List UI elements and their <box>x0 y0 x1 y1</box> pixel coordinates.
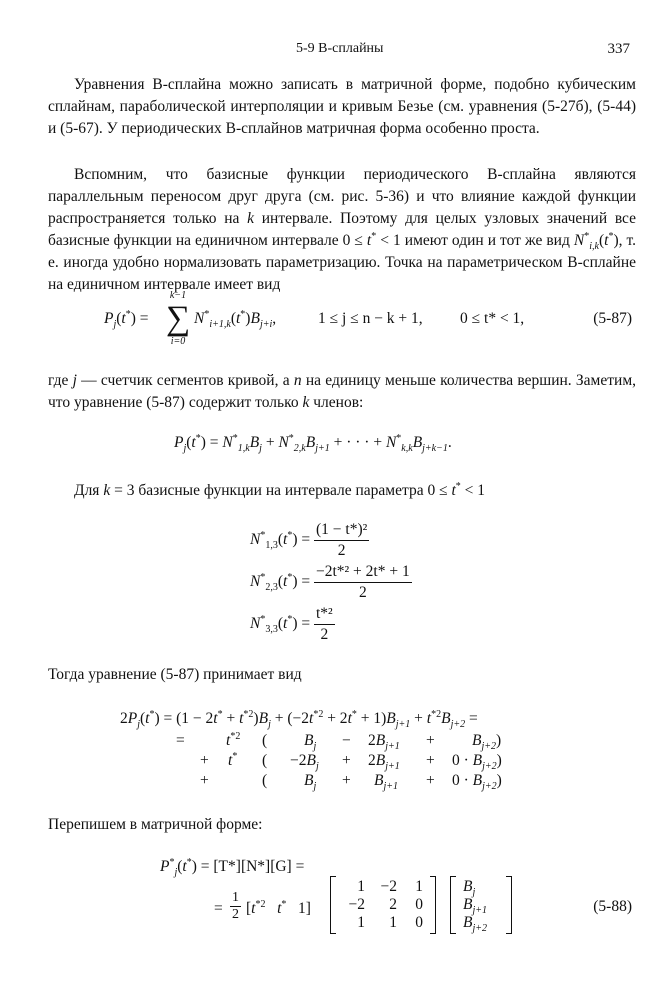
basis-function-1: $N^*_{1,3}(t^*)$ = $\frac{\text{(1 − t*)²}}{2}$ <box>250 521 368 559</box>
equation-number-5-87: (5-87) <box>593 310 632 327</box>
one-half-fraction: $\frac{1}{2}$ <box>232 890 239 922</box>
matrix-cell: 1 <box>389 914 397 931</box>
row2-paren: ( <box>262 752 268 769</box>
row2-t: t* <box>228 750 238 769</box>
page-number: 337 <box>607 41 630 57</box>
paragraph-6: Перепишем в матричной форме: <box>48 816 263 833</box>
matrix-cell: 0 <box>415 914 423 931</box>
matrix-cell: 1 <box>357 878 365 895</box>
equation-5-88-line-1: $P^*_j(t^*) = [T*][N*][G]$ = <box>160 856 305 879</box>
basis-matrix <box>330 876 436 934</box>
row3-c1: $B_j$ <box>304 772 317 793</box>
matrix-cell: 1 <box>357 914 365 931</box>
paragraph-5: Тогда уравнение (5-87) принимает вид <box>48 666 302 683</box>
row1-c1: $B_j$ <box>304 732 317 753</box>
equation-5-88-equals: = <box>214 900 223 917</box>
row3-c3: $0 \cdot B_{j+2}$) <box>452 772 502 793</box>
matrix-cell: 0 <box>415 896 423 913</box>
paragraph-2: Вспомним, что базисные функции периодического B-сплайна являются параллельным переносом друг друга (см. рис. 5-36) и что влияние каждой функции распространяется только на k интервале. Поэтому для целых узловых значений все базисные функции на единичном интервале 0 ≤ t* < 1 имеют один и тот же вид $N^*_{i,k}(t^*)$, т. е. иногда удобно нормализовать параметризацию. Точка на параметрическом B-сплайне на единичном интервале имеет вид <box>48 166 637 293</box>
matrix-cell: −2 <box>380 878 397 895</box>
row2-c2: $2B_{j+1}$ <box>368 752 400 773</box>
row2-s2: + <box>426 752 435 769</box>
matrix-cell: −2 <box>348 896 365 913</box>
row2-c3: $0 \cdot B_{j+2}$) <box>452 752 502 773</box>
row2-s1: + <box>342 752 351 769</box>
row1-c2: $2B_{j+1}$ <box>368 732 400 753</box>
row2-c1: $-2B_j$ <box>290 752 319 773</box>
row3-paren: ( <box>262 772 268 789</box>
paragraph-4: Для k = 3 базисные функции на интервале параметра 0 ≤ t* < 1 <box>74 480 486 499</box>
expanded-equation-line-1: $2P_j(t^*) = (1 - 2t^* + t^{*2})B_j + (-2t^{*2} + 2t^* + 1)B_{j+1} + t^{*2}B_{j+2}$ = <box>120 708 478 731</box>
paragraph-3: где j — счетчик сегментов кривой, а n на единицу меньше количества вершин. Заметим, что уравнение (5-87) содержит только k членов: <box>48 372 636 411</box>
row1-s1: − <box>342 732 351 749</box>
row3-op: + <box>200 772 209 789</box>
matrix-cell: 1 <box>415 878 423 895</box>
expanded-sum: $P_j(t^*) = N^*_{1,k}B_j + N^*_{2,k}B_{j+1}$ + · · · + $N^*_{k,k}B_{j+k-1}$. <box>174 432 452 455</box>
row3-s2: + <box>426 772 435 789</box>
geometry-vector: $B_j$ $B_{j+1}$ $B_{j+2}$ <box>450 876 512 934</box>
sum-operator: k−1 ∑ i=0 <box>166 290 191 347</box>
equation-number-5-88: (5-88) <box>593 898 632 915</box>
row1-s2: + <box>426 732 435 749</box>
row3-s1: + <box>342 772 351 789</box>
equation-5-87-cond1: 1 ≤ j ≤ n − k + 1, <box>318 310 423 327</box>
equation-5-87-lhs: $P_j(t^*)$ = <box>104 308 149 331</box>
basis-function-2: $N^*_{2,3}(t^*)$ = $\frac{\text{−2t*² + 2t* + 1}}{2}$ <box>250 563 410 601</box>
equation-5-87-cond2: 0 ≤ t* < 1, <box>460 310 525 327</box>
equation-5-87-body: $N^*_{i+1,k}(t^*)B_{j+i}$, <box>194 308 277 331</box>
row1-paren: ( <box>262 732 268 749</box>
row1-t: $t^{*2}$ <box>226 730 241 749</box>
paragraph-1: Уравнения B-сплайна можно записать в матричной форме, подобно кубическим сплайнам, параболической интерполяции и кривым Безье (см. уравнения (5-27б), (5-44) и (5-67). У периодических B-сплайнов матричная форма особенно проста. <box>48 76 636 137</box>
matrix-cell: 2 <box>389 896 397 913</box>
t-vector: [$t^{*2}$ t* 1] <box>246 898 311 917</box>
row3-c2: $B_{j+1}$ <box>374 772 398 793</box>
row2-op: + <box>200 752 209 769</box>
row1-op: = <box>176 732 185 749</box>
running-header: 5-9 B-сплайны <box>296 41 384 56</box>
row1-c3: $B_{j+2}$) <box>472 732 502 753</box>
basis-function-3: $N^*_{3,3}(t^*)$ = $\frac{\text{t*²}}{2}$ <box>250 605 333 643</box>
